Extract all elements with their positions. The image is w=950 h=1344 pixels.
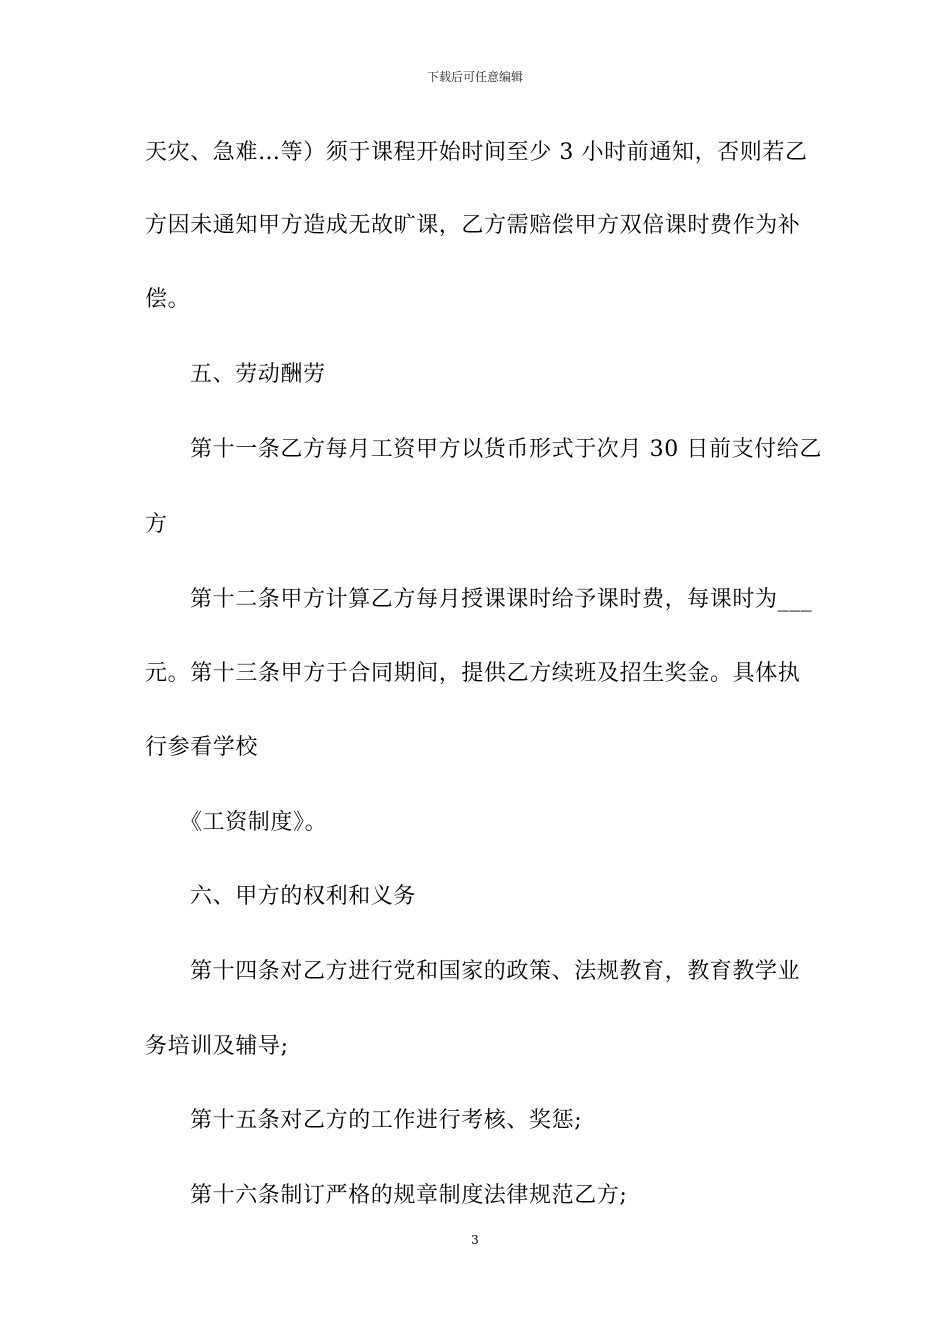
text-line: 第十五条对乙方的工作进行考核、奖惩; xyxy=(190,1108,583,1133)
section-heading: 五、劳动酬劳 xyxy=(190,362,326,387)
page-number: 3 xyxy=(471,1233,479,1247)
text-line: 务培训及辅导; xyxy=(145,1034,289,1059)
text-line: 第十四条对乙方进行党和国家的政策、法规教育，教育教学业 xyxy=(190,959,801,984)
text-line: 偿。 xyxy=(145,287,191,312)
text-line: 天灾、急难…等）须于课程开始时间至少 3 小时前通知，否则若乙 xyxy=(145,140,808,165)
text-line: 第十二条甲方计算乙方每月授课课时给予课时费，每课时为___ xyxy=(190,587,813,612)
text-line: 元。第十三条甲方于合同期间，提供乙方续班及招生奖金。具体执 xyxy=(145,661,801,686)
text-line: 行参看学校 xyxy=(145,735,259,760)
text-line: 第十六条制订严格的规章制度法律规范乙方; xyxy=(190,1183,628,1208)
text-line: 方 xyxy=(145,512,168,537)
section-heading: 六、甲方的权利和义务 xyxy=(190,884,417,909)
text-line: 方因未通知甲方造成无故旷课，乙方需赔偿甲方双倍课时费作为补 xyxy=(145,213,801,238)
page-header-note: 下载后可任意编辑 xyxy=(426,70,523,84)
text-line: 第十一条乙方每月工资甲方以货币形式于次月 30 日前支付给乙 xyxy=(190,437,822,462)
text-line: 《工资制度》。 xyxy=(180,810,328,835)
